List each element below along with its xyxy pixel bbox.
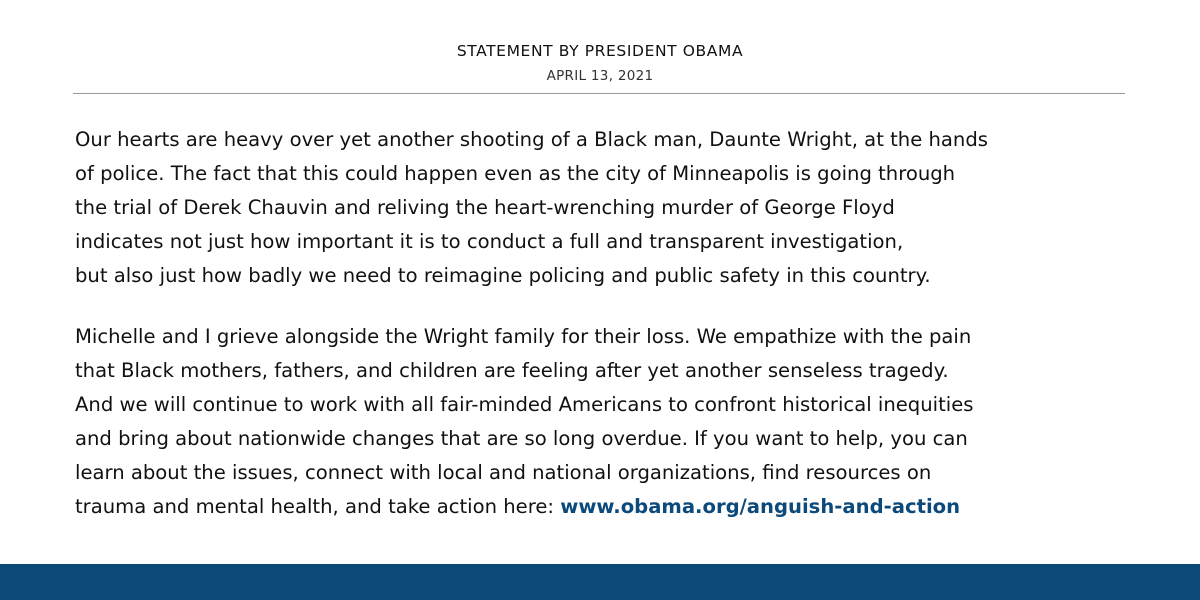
- statement-body: [75, 123, 1145, 524]
- statement-date: APRIL 13, 2021: [546, 68, 654, 84]
- text-line-lead: trauma and mental health, and take action here:: [75, 495, 561, 518]
- text-line: And we will continue to work with all fair-minded Americans to confront historical inequities: [75, 393, 974, 416]
- statement-title: STATEMENT BY PRESIDENT OBAMA: [456, 42, 744, 60]
- text-line-with-link: [75, 490, 1145, 524]
- text-line: of police. The fact that this could happen even as the city of Minneapolis is going through: [75, 162, 956, 185]
- header-divider: [73, 93, 1125, 94]
- paragraph-2: [75, 320, 1145, 524]
- paragraph-1: [75, 123, 1145, 293]
- text-line: but also just how badly we need to reimagine policing and public safety in this country.: [75, 264, 931, 287]
- text-line: and bring about nationwide changes that are so long overdue. If you want to help, you can: [75, 427, 968, 450]
- text-line: the trial of Derek Chauvin and reliving the heart-wrenching murder of George Floyd: [75, 196, 895, 219]
- text-line: Michelle and I grieve alongside the Wright family for their loss. We empathize with the pain: [75, 325, 972, 348]
- statement-header: [0, 40, 1200, 86]
- text-line: that Black mothers, fathers, and children are feeling after yet another senseless tragedy.: [75, 359, 949, 382]
- footer-bar: [0, 564, 1200, 600]
- text-line: learn about the issues, connect with local and national organizations, find resources on: [75, 461, 932, 484]
- text-line: indicates not just how important it is to conduct a full and transparent investigation,: [75, 230, 904, 253]
- anguish-and-action-link[interactable]: www.obama.org/anguish-and-action: [560, 495, 961, 518]
- text-line: Our hearts are heavy over yet another shooting of a Black man, Daunte Wright, at the hands: [75, 128, 988, 151]
